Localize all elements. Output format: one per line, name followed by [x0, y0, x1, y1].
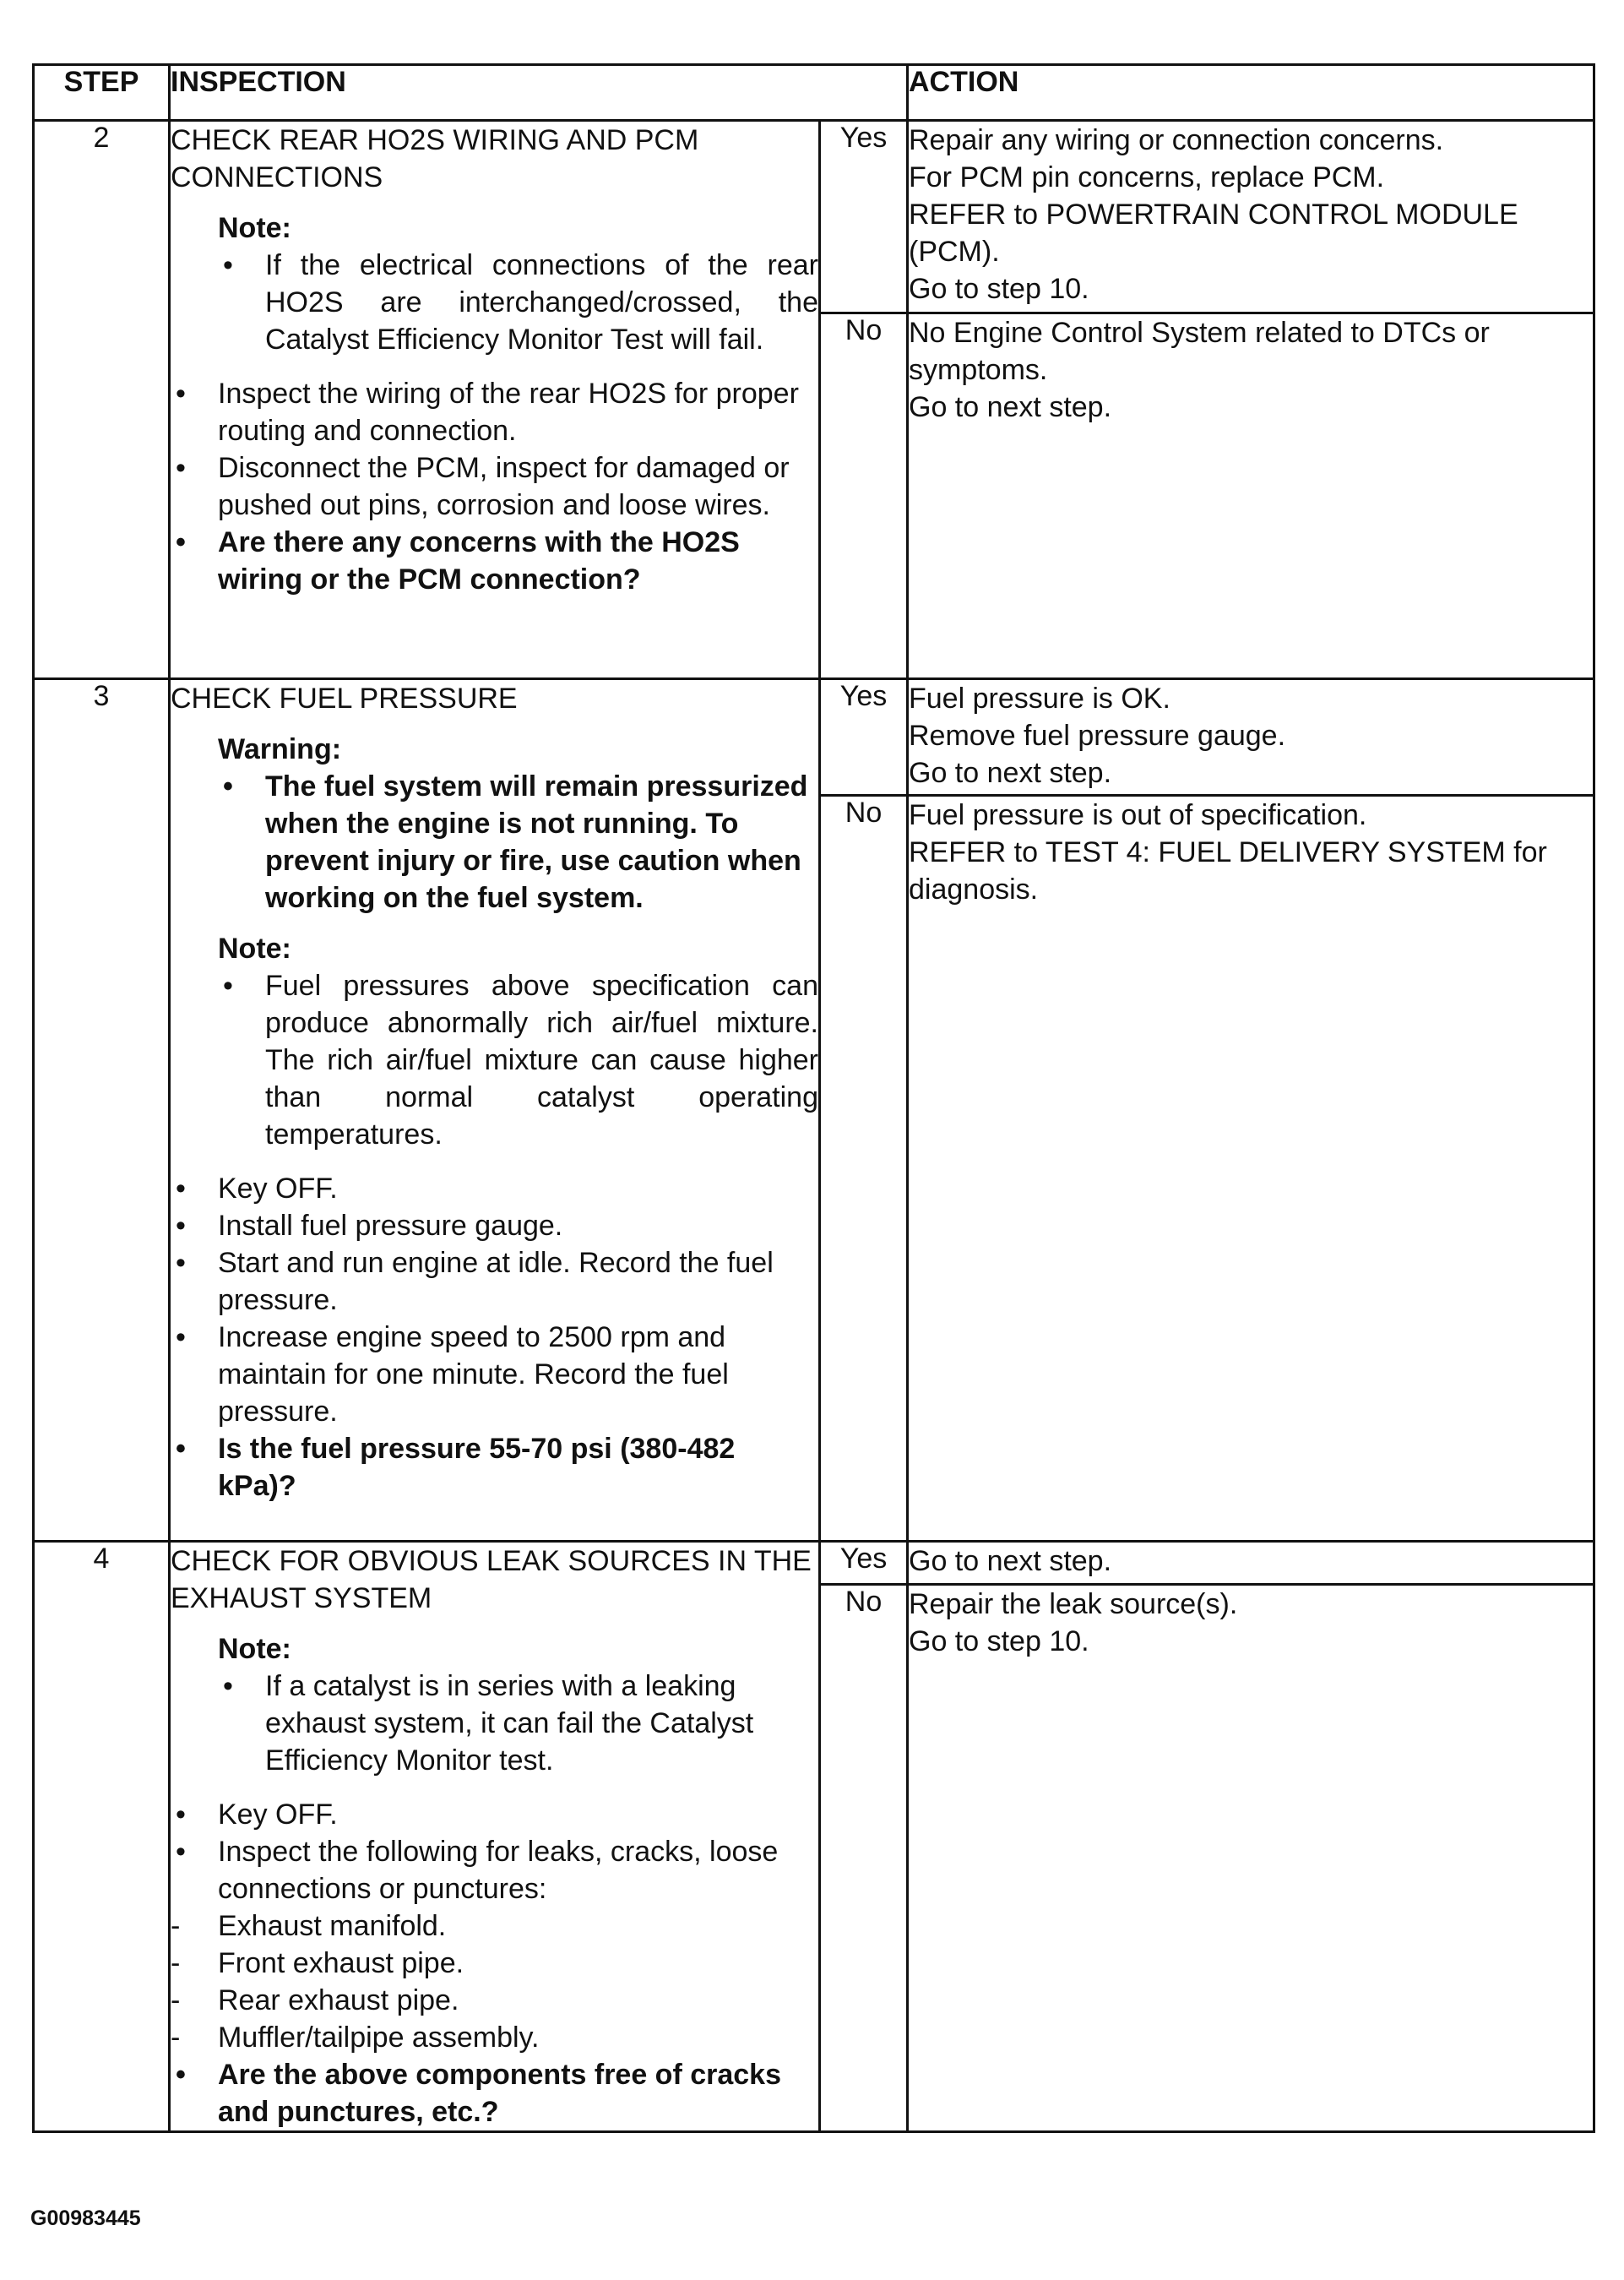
inspection-list: [171, 1170, 818, 1505]
inspection-item: • Increase engine speed to 2500 rpm and maintain for one minute. Record the fuel pressure.: [171, 1319, 818, 1430]
note-label: Note:: [218, 1633, 291, 1665]
no-label: No: [820, 796, 908, 1542]
step-4-yes-row: [34, 1542, 1594, 1585]
action-line: REFER to POWERTRAIN CONTROL MODULE (PCM).: [909, 199, 1518, 268]
inspection-list: [171, 1796, 818, 2130]
sub-item: - Rear exhaust pipe.: [171, 1982, 818, 2019]
inspection-item: • Inspect the following for leaks, cracks, loose connections or punctures:: [171, 1833, 818, 1907]
step-title: CHECK REAR HO2S WIRING AND PCM CONNECTIONS: [171, 124, 699, 193]
note-item: • If a catalyst is in series with a leaking exhaust system, it can fail the Catalyst Efficiency Monitor test.: [218, 1668, 818, 1779]
note-list: [218, 247, 818, 358]
inspection-item: • Key OFF.: [171, 1170, 818, 1207]
diagnostic-table: [32, 63, 1595, 2133]
inspection-item: • Key OFF.: [171, 1796, 818, 1833]
step-2-inspection: [170, 121, 820, 679]
header-action: ACTION: [908, 65, 1594, 121]
note-label: Note:: [218, 933, 291, 965]
note-item: • If the electrical connections of the rear HO2S are interchanged/crossed, the Catalyst Efficiency Monitor Test will fail.: [218, 247, 818, 358]
figure-id: G00983445: [30, 2207, 141, 2230]
action-line: Remove fuel pressure gauge.: [909, 720, 1286, 752]
no-label: No: [820, 313, 908, 679]
no-action: [908, 313, 1594, 679]
action-line: REFER to TEST 4: FUEL DELIVERY SYSTEM for diagnosis.: [909, 836, 1547, 906]
action-line: Repair any wiring or connection concerns.: [909, 124, 1444, 156]
yes-action: [908, 1542, 1594, 1585]
action-line: Go to step 10.: [909, 1625, 1089, 1658]
action-line: Repair the leak source(s).: [909, 1588, 1238, 1621]
sub-item: - Front exhaust pipe.: [171, 1945, 818, 1982]
inspection-item: • Install fuel pressure gauge.: [171, 1207, 818, 1244]
sub-item: - Muffler/tailpipe assembly.: [171, 2019, 818, 2056]
action-line: No Engine Control System related to DTCs or symptoms.: [909, 317, 1490, 386]
no-label: No: [820, 1585, 908, 2132]
step-3-inspection: [170, 679, 820, 1542]
step-4-inspection: [170, 1542, 820, 2132]
note-label: Note:: [218, 212, 291, 244]
action-line: Go to next step.: [909, 757, 1112, 789]
step-2-yes-row: [34, 121, 1594, 313]
action-line: For PCM pin concerns, replace PCM.: [909, 161, 1385, 193]
yes-label: Yes: [820, 121, 908, 313]
step-number: 2: [34, 121, 170, 679]
inspection-question: • Is the fuel pressure 55-70 psi (380-482 kPa)?: [171, 1430, 818, 1505]
step-3-yes-row: [34, 679, 1594, 796]
note-list: [218, 967, 818, 1153]
inspection-question: • Are the above components free of cracks and punctures, etc.?: [171, 2056, 818, 2130]
inspection-item: • Start and run engine at idle. Record the fuel pressure.: [171, 1244, 818, 1319]
action-line: Fuel pressure is out of specification.: [909, 799, 1367, 831]
action-line: Go to next step.: [909, 1545, 1112, 1577]
header-step: STEP: [34, 65, 170, 121]
inspection-list: [171, 375, 818, 598]
yes-action: [908, 679, 1594, 796]
warning-item: • The fuel system will remain pressurized when the engine is not running. To prevent injury or fire, use caution when working on the fuel system.: [218, 768, 818, 917]
inspection-question: • Are there any concerns with the HO2S wiring or the PCM connection?: [171, 524, 818, 598]
step-title: CHECK FOR OBVIOUS LEAK SOURCES IN THE EXHAUST SYSTEM: [171, 1545, 812, 1614]
sub-item: - Exhaust manifold.: [171, 1907, 818, 1945]
inspection-item: • Inspect the wiring of the rear HO2S for proper routing and connection.: [171, 375, 818, 449]
yes-label: Yes: [820, 1542, 908, 1585]
no-action: [908, 1585, 1594, 2132]
header-row: [34, 65, 1594, 121]
note-list: [218, 1668, 818, 1779]
step-title: CHECK FUEL PRESSURE: [171, 683, 518, 715]
no-action: [908, 796, 1594, 1542]
yes-label: Yes: [820, 679, 908, 796]
warning-list: [218, 768, 818, 917]
yes-action: [908, 121, 1594, 313]
action-line: Go to next step.: [909, 391, 1112, 423]
action-line: Go to step 10.: [909, 273, 1089, 305]
step-number: 4: [34, 1542, 170, 2132]
step-number: 3: [34, 679, 170, 1542]
inspection-item: • Disconnect the PCM, inspect for damaged or pushed out pins, corrosion and loose wires.: [171, 449, 818, 524]
action-line: Fuel pressure is OK.: [909, 683, 1170, 715]
note-item: • Fuel pressures above specification can produce abnormally rich air/fuel mixture. The rich air/fuel mixture can cause higher than normal catalyst operating temperatures.: [218, 967, 818, 1153]
warning-label: Warning:: [218, 733, 342, 765]
header-inspection: INSPECTION: [170, 65, 908, 121]
